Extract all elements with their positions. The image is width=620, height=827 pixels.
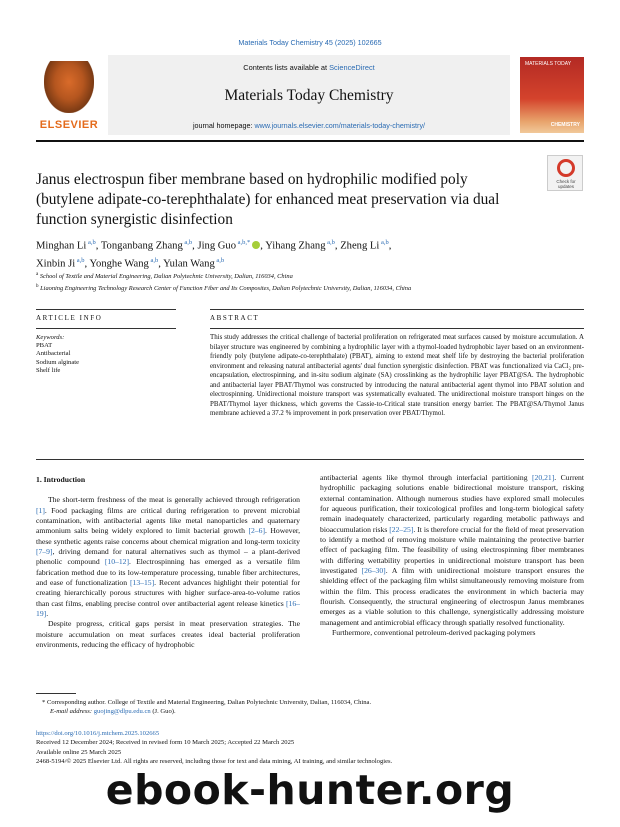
footnote-rule (36, 693, 76, 694)
author-name[interactable]: Jing Guo (197, 240, 237, 252)
citation-link[interactable]: [13–15] (129, 578, 155, 588)
body-paragraph: The short-term freshness of the meat is generally achieved through refrigeration [1]. Food packaging films are critical during refrigeration to prevent microbial contamination, with antibacterial agents like metal nanoparticles and quaternary ammonium salts being widely explored to limit bacterial growth [2–6]. However, these synthetic agents raise concerns about chemical migration and long-term toxicity [7–9], driving demand for natural alternatives such as thymol – a plant-derived phenolic compound [10–12]. Electrospinning has emerged as a versatile film fabrication method due to its low-temperature processing, tunable fiber architectures, and ease of functionalization [13–15]. Recent advances highlight their potential for creating hierarchically porous structures with higher surface-area-to-volume ratios than cast films, enabling precise control over antibacterial agent release kinetics [16–19]. (36, 495, 301, 619)
author-name[interactable]: Zheng Li (340, 240, 380, 252)
journal-header (36, 55, 584, 135)
author-affiliation-marker[interactable]: a,b (214, 257, 225, 265)
right-column-paragraphs (320, 473, 584, 639)
affiliation-b: $^b$ Liaoning Engineering Technology Research Center of Function Fiber and Its Composites, Dalian Polytechnic University, Dalian, 116034, China (36, 284, 412, 293)
elsevier-logo[interactable] (36, 59, 102, 131)
article-info-label: ARTICLE INFO (36, 314, 103, 322)
footnote-email-line (36, 707, 584, 716)
author-name[interactable]: Xinbin Ji (36, 258, 76, 270)
check-updates-label: Check for updates (556, 179, 576, 189)
article-info-mid-rule (36, 328, 176, 329)
copyright-line: 2468-5194/© 2025 Elsevier Ltd. All rights are reserved, including those for text and data mining, AI training, and similar technologies. (36, 757, 393, 765)
body-top-rule (36, 459, 584, 460)
keywords-heading: Keywords: (36, 334, 65, 341)
check-for-updates-button[interactable] (547, 155, 583, 191)
orcid-icon[interactable] (252, 241, 260, 249)
abstract-label: ABSTRACT (210, 314, 260, 322)
article-title: Janus electrospun fiber membrane based on hydrophilic modified poly (butylene adipate-co-terephthalate) for enhanced meat preservation via dual function synergistic disinfection (36, 171, 500, 228)
author-affiliation-marker[interactable]: a,b (325, 239, 335, 246)
citation-link[interactable]: [2–6] (248, 526, 265, 536)
author-name[interactable]: Yihang Zhang (265, 240, 326, 252)
article-metadata (36, 729, 584, 766)
footnote-star-line: * Corresponding author. College of Textile and Material Engineering, Dalian Polytechnic University, Dalian, 116034, China. (42, 699, 372, 706)
email-label: E-mail address: (50, 708, 94, 716)
body-paragraph: Despite progress, critical gaps persist in meat preservation strategies. The moisture accumulation on meat surfaces creates ideal bacterial proliferation environments, reducing the efficacy of hydrophobic (36, 619, 300, 650)
online-date: Available online 25 March 2025 (36, 748, 122, 756)
citation-link[interactable]: [16–19] (36, 598, 300, 619)
citation-link[interactable]: [20,21] (532, 473, 555, 482)
sciencedirect-link[interactable]: ScienceDirect (329, 63, 375, 72)
citation-link[interactable]: [10–12] (104, 557, 130, 567)
author-name[interactable]: Tonganbang Zhang (100, 240, 183, 252)
homepage-prefix: journal homepage: (192, 121, 255, 130)
watermark-text: ebook-hunter.org (105, 766, 515, 814)
author-affiliation-marker[interactable]: a,b (379, 239, 389, 246)
contents-line (108, 63, 510, 72)
doi-link[interactable]: https://doi.org/10.1016/j.mtchem.2025.102665 (36, 730, 160, 737)
check-updates-icon (557, 159, 575, 177)
citation-link[interactable]: [26–30] (361, 566, 386, 576)
received-dates: Received 12 December 2024; Received in revised form 10 March 2025; Accepted 22 March 2025 (36, 739, 295, 747)
journal-banner (108, 55, 510, 135)
article-info-top-rule (36, 309, 176, 310)
keyword-item[interactable]: Sodium alginate (36, 358, 80, 366)
publisher-logo-text: ELSEVIER (39, 119, 99, 131)
author-affiliation-marker[interactable]: a,b,* (236, 239, 251, 246)
citation-link[interactable]: [22–25] (389, 524, 414, 534)
citation-link[interactable]: [7–9] (36, 547, 53, 557)
introduction-heading: 1. Introduction (36, 475, 86, 484)
keyword-item[interactable]: Shelf life (36, 366, 61, 374)
tree-icon (44, 61, 94, 113)
journal-reference[interactable]: Materials Today Chemistry 45 (2025) 102665 (238, 38, 382, 47)
author-list: Minghan Li $^{a,b}$, Tonganbang Zhang $^{a,b}$, Jing Guo $^{a,b,*}$ , Yihang Zhang $^{a,b}$, Zheng Li $^{a,b}$, Xinbin Ji $^{a,b}$, Yonghe Wang $^{a,b}$, Yulan Wang $^{a,b}$ (36, 239, 392, 270)
citation-link[interactable]: [1] (36, 505, 45, 515)
cover-bottom-text: CHEMISTRY (550, 122, 580, 128)
abstract-top-rule (210, 309, 584, 310)
keyword-item[interactable]: Antibacterial (36, 350, 71, 358)
author-affiliation-marker[interactable]: a,b (86, 239, 96, 246)
body-paragraph: antibacterial agents like thymol through interfacial partitioning [20,21]. Current hydrophilic packaging solutions enable bidirectional moisture transport, risking external contamination. Although numerous studies have explored small molecules for aqueous purification, their toxicological profiles and long-term biological safety remain inadequately characterized, particularly regarding metabolic pathways and bioaccumulation risks [22–25]. It is therefore crucial for the field of meat preservation to identify a method of removing moisture while maintaining the protective barrier effect of packaging film. The feasibility of using electrospinning fiber membranes with differing wettability properties in unidirectional moisture transport has been investigated [26–30]. A film with unidirectional moisture transport ensures the shielding effect of the packaging film whilst simultaneously removing moisture from within the film. This process eradicates the environment in which bacteria may flourish. Consequently, the structural engineering of electrospun Janus membranes emerges as a viable solution to this challenge, synergistically addressing moisture management and antimicrobial efficacy through spatially resolved functionality. (320, 473, 584, 627)
homepage-link[interactable]: www.journals.elsevier.com/materials-today-chemistry/ (254, 121, 426, 130)
body-paragraph: Furthermore, conventional petroleum-derived packaging polymers (332, 628, 536, 638)
abstract-mid-rule (210, 328, 584, 329)
affiliation-a: $^a$ School of Textile and Material Engineering, Dalian Polytechnic University, Dalian, 116034, China (36, 272, 293, 281)
affiliations (36, 270, 584, 294)
contents-prefix: Contents lists available at (243, 63, 330, 72)
keywords-block (36, 334, 176, 375)
author-affiliation-marker[interactable]: a,b (75, 257, 85, 265)
right-column (320, 473, 584, 639)
abstract-text: This study addresses the critical challenge of bacterial proliferation on refrigerated meat surfaces caused by moisture accumulation. A bilayer structure was engineered by combining a hydrophilic layer with a thymol-loaded hydrophobic layer based on an environment-friendly poly (butylene adipate-co-terephthalate) (PBAT), aiming to extend meat shelf life by destroying the bacterial proliferation environment and releasing natural antibacterial agents' dual function synergistic disinfection. PBAT was functionalized via CaCl₂ pre-encapsulation, electrospinning, and in-situ sodium alginate (SA) crosslinking as the hydrophilic layer PBAT@SA. The hydrophobic and antibacterial layer PBAT/Thymol was constructed by introducing the natural antibacterial agent thymol into PBAT solution and electrospinning. Unidirectional moisture transport was systematically evaluated. The unidirectional moisture transport hinges on the PBAT/Thymol layer thickness, which governs the Cassie-to-Critical state transition energy barrier. The PBAT@SA/Thymol Janus membrane achieved a 37.2 % improvement in pork preservation over PBAT/Thymol. (210, 334, 584, 418)
left-column-paragraphs (36, 495, 300, 650)
author-affiliation-marker[interactable]: a,b (148, 257, 159, 265)
header-divider (36, 140, 584, 142)
keyword-item[interactable]: PBAT (36, 342, 53, 350)
corresponding-author-footnote (36, 698, 584, 716)
left-column (36, 475, 300, 651)
journal-cover-thumbnail[interactable] (520, 57, 584, 133)
author-name[interactable]: Yulan Wang (163, 258, 215, 270)
email-link[interactable]: guojing@dlpu.edu.cn (93, 708, 151, 716)
email-suffix: (J. Guo). (150, 708, 176, 716)
homepage-line (108, 121, 510, 130)
author-name[interactable]: Yonghe Wang (89, 258, 149, 270)
author-affiliation-marker[interactable]: a,b (182, 239, 193, 246)
cover-top-text: MATERIALS TODAY (525, 61, 572, 67)
author-name[interactable]: Minghan Li (36, 240, 87, 252)
journal-title: Materials Today Chemistry (224, 87, 394, 104)
